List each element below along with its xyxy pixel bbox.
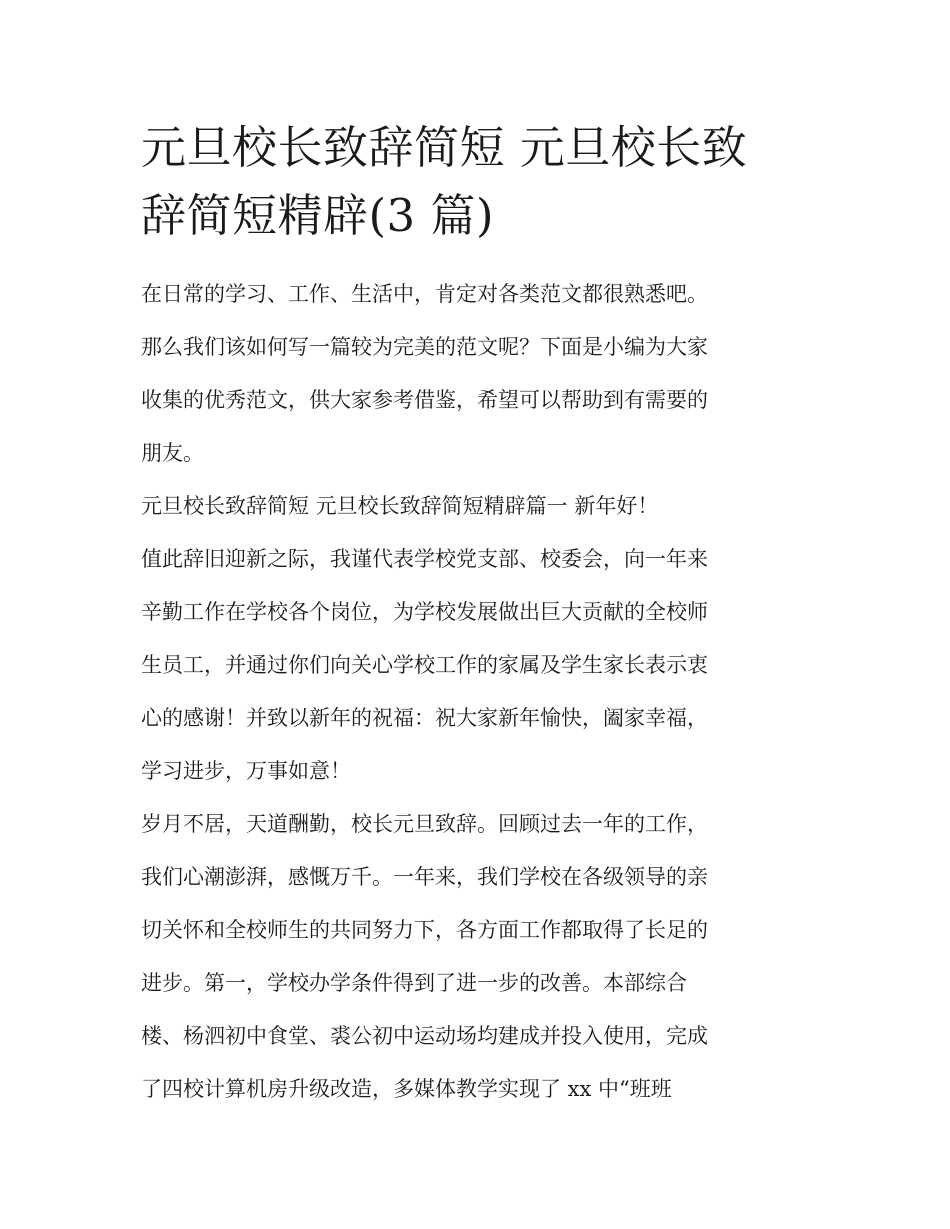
body-line: 了四校计算机房升级改造，多媒体教学实现了 xx 中“班班	[141, 1077, 672, 1101]
body-line: 值此辞旧迎新之际，我谨代表学校党支部、校委会，向一年来	[141, 547, 708, 571]
body-line: 辛勤工作在学校各个岗位，为学校发展做出巨大贡献的全校师	[141, 600, 708, 624]
document-title	[141, 114, 820, 250]
body-line: 楼、杨泗初中食堂、裘公初中运动场均建成并投入使用，完成	[141, 1024, 708, 1048]
body-line: 在日常的学习、工作、生活中，肯定对各类范文都很熟悉吧。	[141, 282, 708, 306]
body-line: 那么我们该如何写一篇较为完美的范文呢？下面是小编为大家	[141, 335, 708, 359]
body-line: 岁月不居，天道酬勤，校长元旦致辞。回顾过去一年的工作，	[141, 812, 708, 836]
body-line: 我们心潮澎湃，感慨万千。一年来，我们学校在各级领导的亲	[141, 865, 708, 889]
document-body	[141, 268, 820, 1116]
body-line: 心的感谢！并致以新年的祝福：祝大家新年愉快，阖家幸福，	[141, 706, 708, 730]
body-line: 朋友。	[141, 441, 204, 465]
body-line: 生员工，并通过你们向关心学校工作的家属及学生家长表示衷	[141, 653, 708, 677]
title-line-2: 辞简短精辟(3 篇)	[141, 189, 495, 242]
body-line: 收集的优秀范文，供大家参考借鉴，希望可以帮助到有需要的	[141, 388, 708, 412]
body-line: 学习进步，万事如意！	[141, 759, 351, 783]
body-line: 进步。第一，学校办学条件得到了进一步的改善。本部综合	[141, 971, 687, 995]
section-heading: 元旦校长致辞简短 元旦校长致辞简短精辟篇一 新年好！	[141, 494, 659, 518]
title-line-1: 元旦校长致辞简短 元旦校长致	[141, 121, 748, 174]
body-line: 切关怀和全校师生的共同努力下，各方面工作都取得了长足的	[141, 918, 708, 942]
